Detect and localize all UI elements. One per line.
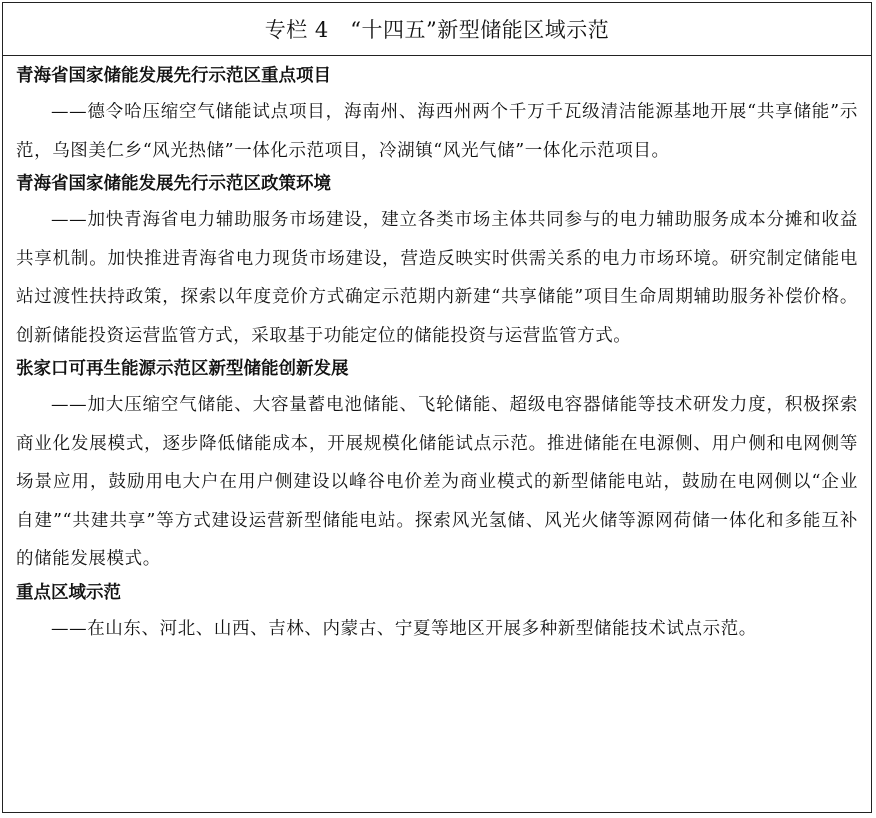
section-body: ——在山东、河北、山西、吉林、内蒙古、宁夏等地区开展多种新型储能技术试点示范。 [51,618,757,639]
section-zhangjiakou [16,357,858,579]
section-heading: 重点区域示范 [16,582,121,603]
section-heading: 张家口可再生能源示范区新型储能创新发展 [16,359,349,379]
section-body: ——加快青海省电力辅助服务市场建设，建立各类市场主体共同参与的电力辅助服务成本分摊和收益共享机制。加快推进青海省电力现货市场建设，营造反映实时供需关系的电力市场环境。研究制定储能电站过渡性扶持政策，探索以年度竞价方式确定示范期内新建“共享储能”项目生命周期辅助服务补偿价格。创新储能投资运营监管方式，采取基于功能定位的储能投资与运营监管方式。 [16,210,858,346]
section-key-regions [16,581,858,649]
section-heading: 青海省国家储能发展先行示范区政策环境 [16,174,331,194]
section-body: ——德令哈压缩空气储能试点项目，海南州、海西州两个千万千瓦级清洁能源基地开展“共享储能”示范，乌图美仁乡“风光热储”一体化示范项目，冷湖镇“风光气储”一体化示范项目。 [16,102,858,161]
column-box [2,2,872,813]
column-content [3,56,871,648]
column-title: 专栏 4 “十四五”新型储能区域示范 [3,3,871,56]
section-heading: 青海省国家储能发展先行示范区重点项目 [16,66,331,86]
section-qinghai-policy [16,172,858,355]
section-qinghai-projects [16,64,858,170]
section-body: ——加大压缩空气储能、大容量蓄电池储能、飞轮储能、超级电容器储能等技术研发力度，积极探索商业化发展模式，逐步降低储能成本，开展规模化储能试点示范。推进储能在电源侧、用户侧和电网侧等场景应用，鼓励用电大户在用户侧建设以峰谷电价差为商业模式的新型储能电站，鼓励在电网侧以“企业自建”“共建共享”等方式建设运营新型储能电站。探索风光氢储、风光火储等源网荷储一体化和多能互补的储能发展模式。 [16,395,858,569]
